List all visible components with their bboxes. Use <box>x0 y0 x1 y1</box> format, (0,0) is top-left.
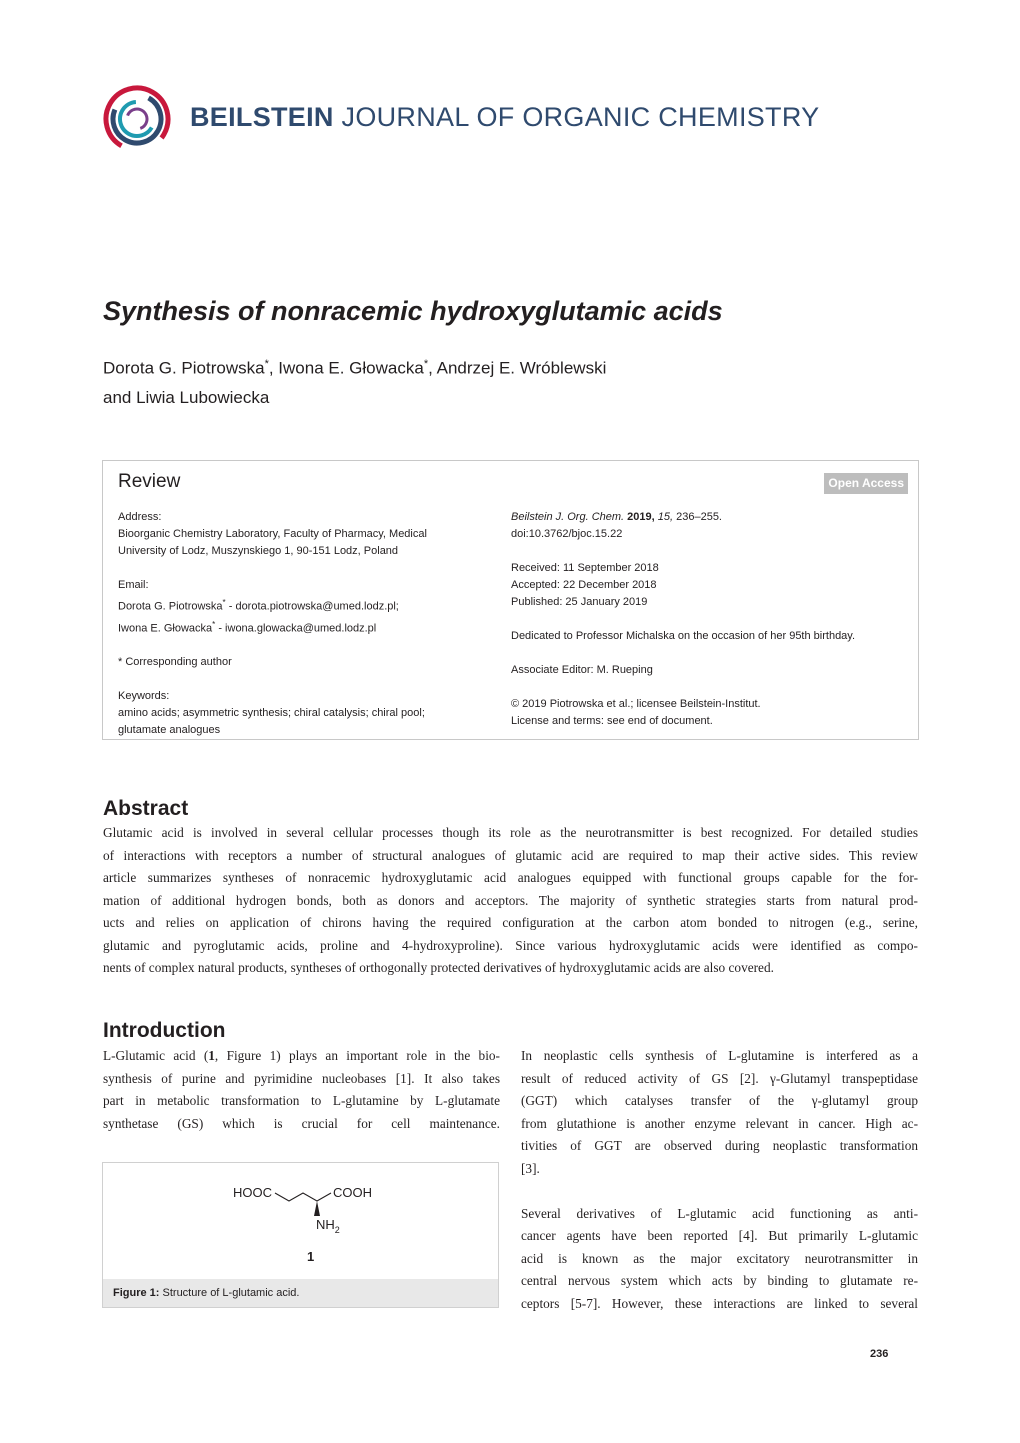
text-line: synthesis of purine and pyrimidine nucleobases [1]. It also takes <box>103 1070 500 1086</box>
license-link[interactable]: License and terms: see end of document. <box>511 715 713 727</box>
nh2-label: $NH_2$ <box>316 1217 340 1235</box>
article-type: Review <box>118 471 181 492</box>
text-line: (GGT) which catalyses transfer of the γ-glutamyl group <box>521 1093 918 1108</box>
copyright: © 2019 Piotrowska et al.; licensee Beilstein-Institut. <box>511 698 761 710</box>
corresponding-note: * Corresponding author <box>118 656 232 669</box>
text-line: ucts and relies on application of chirons having the required configuration at the carbon atom bonded to nitrogen (e.g., serine, <box>103 915 918 930</box>
text-line: glutamic and pyroglutamic acids, proline and 4-hydroxyproline). Since various hydroxyglutamic acids were identified as compo- <box>103 937 918 953</box>
text-line: mation of additional hydrogen bonds, both as donors and acceptors. The majority of synthetic strategies starts from natural prod- <box>103 892 918 908</box>
compound-number: 1 <box>307 1249 315 1264</box>
text-line: nents of complex natural products, syntheses of orthogonally protected derivatives of hydroxyglutamic acids are also covered. <box>103 960 774 975</box>
published-date: Published: 25 January 2019 <box>511 596 648 608</box>
abstract-body <box>103 822 918 980</box>
keywords-line: glutamate analogues <box>118 724 221 737</box>
author-name: , Andrzej E. Wróblewski <box>428 358 607 378</box>
accepted-date: Accepted: 22 December 2018 <box>511 579 657 591</box>
dedication: Dedicated to Professor Michalska on the occasion of her 95th birthday. <box>511 630 856 642</box>
address-label: Address: <box>118 511 162 523</box>
text-line: part in metabolic transformation to L-glutamine by L-glutamate <box>103 1093 500 1108</box>
info-right-column <box>511 509 911 730</box>
figure-1 <box>102 1162 499 1308</box>
doi-link[interactable]: doi:10.3762/bjoc.15.22 <box>511 528 623 540</box>
text-line: cancer agents have been reported [4]. But primarily L-glutamic <box>521 1228 918 1243</box>
article-title: Synthesis of nonracemic hydroxyglutamic acids <box>103 296 723 326</box>
glutamic-acid-structure <box>103 1163 500 1281</box>
introduction-heading: Introduction <box>103 1019 226 1042</box>
text-line: synthetase (GS) which is crucial for cell maintenance. <box>103 1115 500 1131</box>
keywords-line: amino acids; asymmetric synthesis; chiral catalysis; chiral pool; <box>118 707 425 720</box>
citation: Beilstein J. Org. Chem. 2019, 15, 236–255. <box>511 511 722 523</box>
hooc-label: HOOC <box>233 1185 272 1200</box>
associate-editor: Associate Editor: M. Rueping <box>511 664 653 676</box>
email-entry: Dorota G. Piotrowska* - dorota.piotrowska@umed.lodz.pl; <box>118 598 399 613</box>
email-link[interactable]: - dorota.piotrowska@umed.lodz.pl; <box>225 600 399 613</box>
journal-name: BEILSTEIN JOURNAL OF ORGANIC CHEMISTRY <box>190 102 820 132</box>
author-name: and Liwia Lubowiecka <box>103 387 270 407</box>
journal-logo <box>102 84 820 158</box>
text-line: [3]. <box>521 1160 540 1176</box>
text-line: from glutathione is another enzyme relevant in cancer. High ac- <box>521 1115 918 1131</box>
text-line: result of reduced activity of GS [2]. γ-Glutamyl transpeptidase <box>521 1070 918 1086</box>
article-info-box <box>102 460 919 740</box>
email-label: Email: <box>118 579 149 591</box>
text-line: central nervous system which acts by binding to glutamate re- <box>521 1273 918 1288</box>
figure-caption: Figure 1: Structure of L-glutamic acid. <box>103 1279 498 1307</box>
text-line: article summarizes syntheses of nonracemic hydroxyglutamic acid analogues equipped with functional groups capable for the for- <box>103 870 918 885</box>
text-line: Several derivatives of L-glutamic acid functioning as anti- <box>521 1205 918 1221</box>
author-name: , Iwona E. Głowacka <box>268 358 424 378</box>
keywords-label: Keywords: <box>118 690 170 703</box>
text-line: In neoplastic cells synthesis of L-glutamine is interfered as a <box>521 1048 918 1063</box>
received-date: Received: 11 September 2018 <box>511 562 659 574</box>
text-line: acid is known as the major excitatory neurotransmitter in <box>521 1250 918 1266</box>
author-name: Dorota G. Piotrowska <box>103 358 265 378</box>
wedge-bond <box>314 1201 320 1216</box>
text-line: L-Glutamic acid (1, Figure 1) plays an important role in the bio- <box>103 1048 500 1063</box>
open-access-badge[interactable]: Open Access <box>824 473 908 494</box>
email-entry: Iwona E. Głowacka* - iwona.glowacka@umed.lodz.pl <box>118 619 377 635</box>
intro-left-column <box>103 1045 500 1135</box>
cooh-label: COOH <box>333 1185 372 1200</box>
abstract-heading: Abstract <box>103 797 189 820</box>
text-line: Glutamic acid is involved in several cellular processes though its role as the neurotransmitter is best recognized. For detailed studies <box>103 825 918 840</box>
email-link[interactable]: - iwona.glowacka@umed.lodz.pl <box>215 622 377 635</box>
journal-logo-icon <box>102 84 172 154</box>
address-line: University of Lodz, Muszynskiego 1, 90-151 Lodz, Poland <box>118 545 399 557</box>
carbon-chain <box>275 1193 331 1201</box>
page-number: 236 <box>870 1348 889 1360</box>
address-line: Bioorganic Chemistry Laboratory, Faculty of Pharmacy, Medical <box>118 528 427 540</box>
info-left-column <box>118 509 498 739</box>
intro-right-column <box>521 1045 918 1315</box>
author-list: Dorota G. Piotrowska*, Iwona E. Głowacka*, Andrzej E. Wróblewski and Liwia Lubowiecka <box>103 358 607 407</box>
text-line: tivities of GGT are observed during neoplastic transformation <box>521 1138 918 1153</box>
text-line: of interactions with receptors a number of structural analogues of glutamic acid are required to map their active sides. This review <box>103 847 918 863</box>
text-line: ceptors [5-7]. However, these interactions are linked to several <box>521 1295 918 1311</box>
